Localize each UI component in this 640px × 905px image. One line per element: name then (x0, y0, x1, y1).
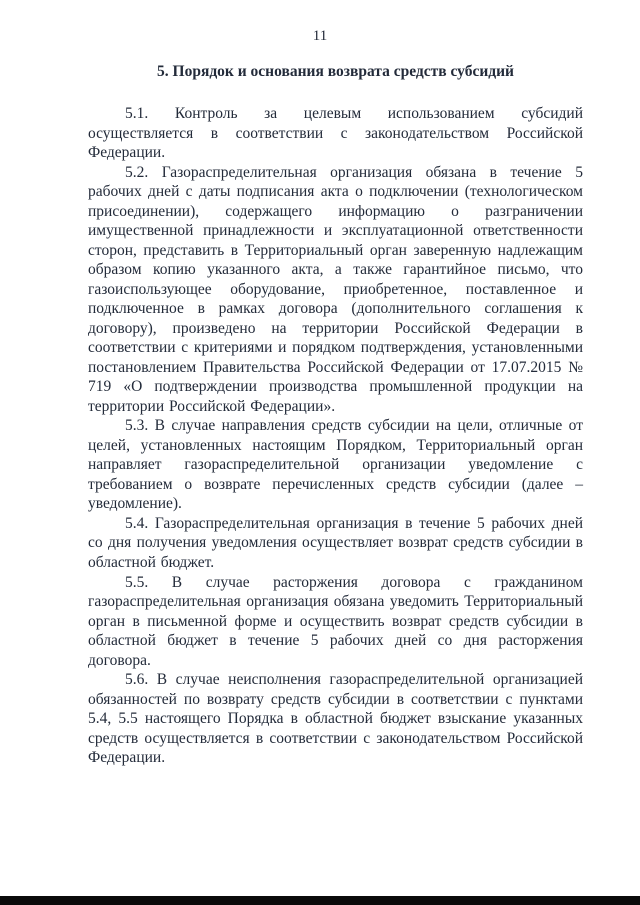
paragraph-5-3: 5.3. В случае направления средств субсидии на цели, отличные от целей, установленных настоящим Порядком, Территориальный орган направляет газораспределительной организации уведомление с требованием о возврате перечисленных средств субсидии (далее – уведомление). (88, 417, 583, 513)
page-number: 11 (312, 28, 328, 44)
scan-edge-bar (0, 896, 640, 905)
page-content (88, 62, 583, 768)
paragraph-5-4: 5.4. Газораспределительная организация в течение 5 рабочих дней со дня получения уведомления осуществляет возврат средств субсидии в областной бюджет. (88, 514, 583, 571)
paragraph-5-2: 5.2. Газораспределительная организация обязана в течение 5 рабочих дней с даты подписания акта о подключении (технологическом присоединении), содержащего информацию о разграничении имущественной принадлежности и эксплуатационной ответственности сторон, представить в Территориальный орган заверенную надлежащим образом копию указанного акта, а также гарантийное письмо, что газоиспользующее оборудование, приобретенное, поставленное и подключенное в рамках договора (дополнительного соглашения к договору), произведено на территории Российской Федерации в соответствии с критериями и порядком подтверждения, установленными постановлением Правительства Российской Федерации от 17.07.2015 № 719 «О подтверждении производства промышленной продукции на территории Российской Федерации». (88, 163, 583, 415)
section-heading: 5. Порядок и основания возврата средств субсидий (157, 63, 514, 80)
paragraph-5-5: 5.5. В случае расторжения договора с гражданином газораспределительная организация обязана уведомить Территориальный орган в письменной форме и осуществить возврат средств субсидии в областной бюджет в течение 5 рабочих дней со дня расторжения договора. (88, 573, 583, 669)
paragraph-5-1: 5.1. Контроль за целевым использованием субсидий осуществляется в соответствии с законодательством Российской Федерации. (88, 105, 583, 162)
paragraph-5-6: 5.6. В случае неисполнения газораспределительной организацией обязанностей по возврату средств субсидии в соответствии с пунктами 5.4, 5.5 настоящего Порядка в областной бюджет взыскание указанных средств осуществляется в соответствии с законодательством Российской Федерации. (88, 671, 583, 767)
section-body (88, 104, 583, 768)
